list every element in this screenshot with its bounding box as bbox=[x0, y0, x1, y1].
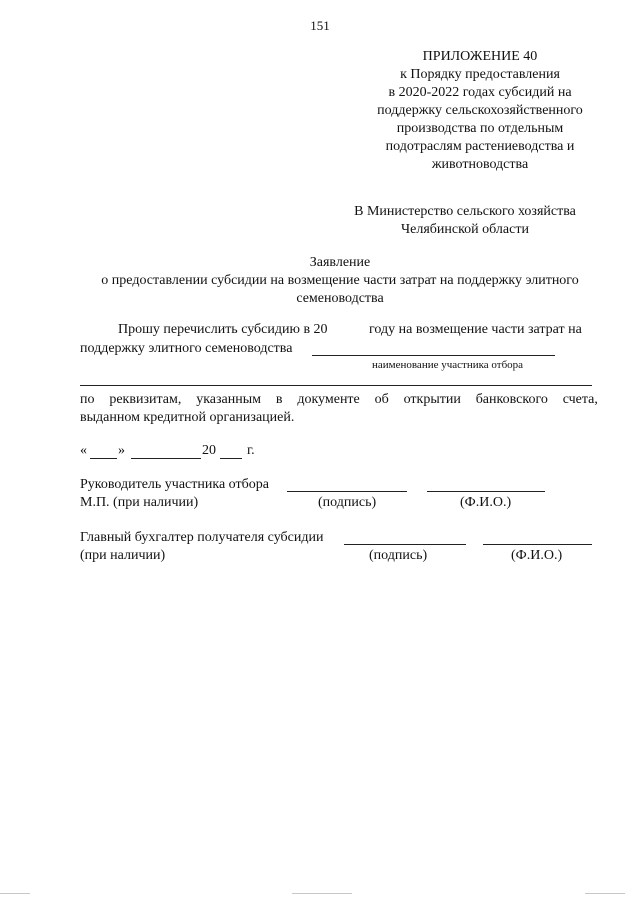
date-close-quote: » bbox=[118, 443, 125, 458]
appendix-header bbox=[330, 48, 630, 174]
accountant-note: (при наличии) bbox=[80, 548, 166, 563]
details-word: указанным bbox=[196, 392, 262, 407]
head-fio-hint: (Ф.И.О.) bbox=[460, 495, 512, 510]
appendix-line: подотраслям растениеводства и bbox=[385, 139, 575, 154]
date-month-blank bbox=[131, 458, 201, 459]
addressee-line: Челябинской области bbox=[401, 222, 529, 237]
scan-artifact bbox=[292, 893, 352, 894]
details-word: об bbox=[374, 392, 389, 407]
appendix-line: производства по отдельным bbox=[396, 121, 564, 136]
details-word: банковского bbox=[475, 392, 548, 407]
details-line bbox=[80, 392, 598, 408]
head-signature-label: Руководитель участника отбора bbox=[80, 477, 269, 492]
scan-artifact bbox=[0, 893, 30, 894]
accountant-signature-blank bbox=[344, 544, 466, 545]
request-text-line2: поддержку элитного семеноводства bbox=[80, 341, 293, 356]
date-year-prefix: 20 bbox=[202, 443, 216, 458]
appendix-line: к Порядку предоставления bbox=[400, 67, 560, 82]
details-word: реквизитам, bbox=[109, 392, 182, 407]
stamp-note: М.П. (при наличии) bbox=[80, 495, 199, 510]
page-number: 151 bbox=[310, 18, 330, 33]
details-word: счета, bbox=[562, 392, 598, 407]
date-year-suffix: г. bbox=[247, 443, 255, 458]
addressee-line: В Министерство сельского хозяйства bbox=[354, 204, 576, 219]
scan-artifact bbox=[585, 893, 625, 894]
details-line2: выданном кредитной организацией. bbox=[80, 410, 295, 425]
title-line: семеноводства bbox=[296, 291, 384, 306]
date-year-blank bbox=[220, 458, 242, 459]
details-word: открытии bbox=[403, 392, 461, 407]
appendix-line: животноводства bbox=[431, 157, 529, 172]
title-line: о предоставлении субсидии на возмещение части затрат на поддержку элитного bbox=[101, 273, 579, 288]
head-fio-blank bbox=[427, 491, 545, 492]
details-word: документе bbox=[297, 392, 360, 407]
participant-name-blank-continued bbox=[80, 385, 592, 386]
date-open-quote: « bbox=[80, 443, 87, 458]
appendix-line: поддержку сельскохозяйственного bbox=[377, 103, 583, 118]
accountant-fio-hint: (Ф.И.О.) bbox=[511, 548, 563, 563]
request-text-prefix: Прошу перечислить субсидию в 20 bbox=[118, 322, 328, 337]
accountant-fio-blank bbox=[483, 544, 592, 545]
appendix-line: в 2020-2022 годах субсидий на bbox=[388, 85, 572, 100]
details-word: по bbox=[80, 392, 95, 407]
accountant-signature-hint: (подпись) bbox=[369, 548, 428, 563]
details-word: в bbox=[275, 392, 283, 407]
head-signature-hint: (подпись) bbox=[318, 495, 377, 510]
date-day-blank bbox=[90, 458, 117, 459]
title-heading: Заявление bbox=[309, 255, 371, 270]
request-text-suffix: году на возмещение части затрат на bbox=[369, 322, 582, 337]
addressee-block bbox=[330, 203, 600, 239]
head-signature-blank bbox=[287, 491, 407, 492]
document-title bbox=[60, 254, 620, 308]
participant-name-blank bbox=[312, 355, 555, 356]
appendix-line: ПРИЛОЖЕНИЕ 40 bbox=[422, 49, 538, 64]
participant-name-hint: наименование участника отбора bbox=[372, 359, 524, 371]
accountant-signature-label: Главный бухгалтер получателя субсидии bbox=[80, 530, 324, 545]
